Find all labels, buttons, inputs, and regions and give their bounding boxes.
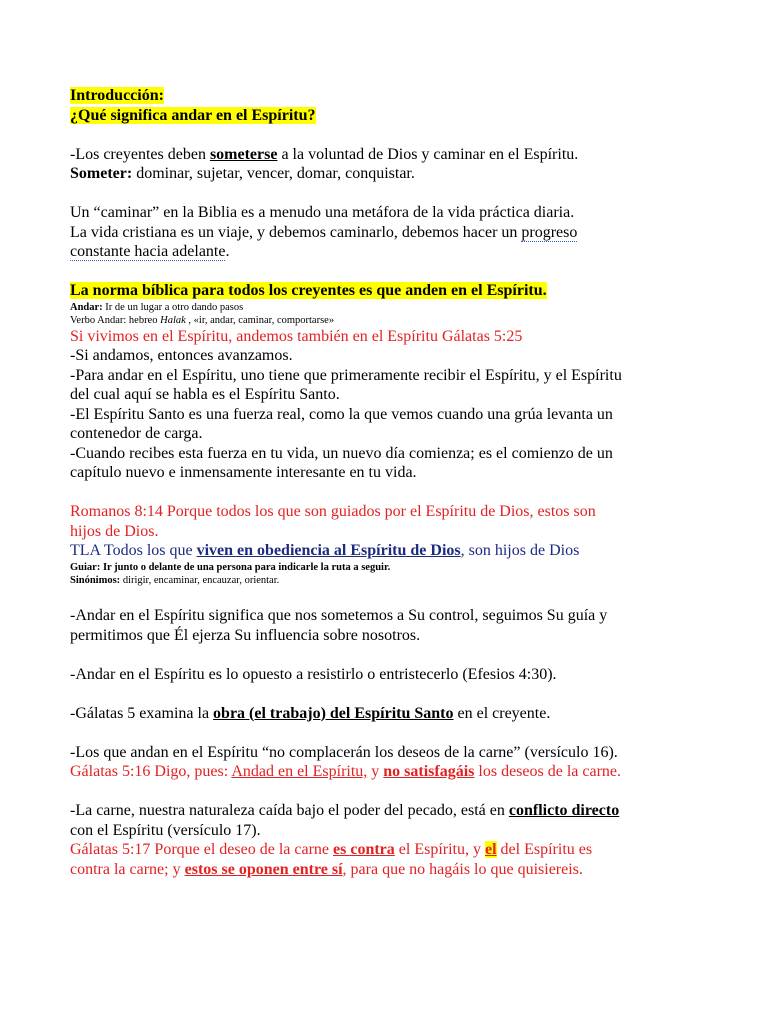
verse-galatas-5-25: Si vivimos en el Espíritu, andemos también en el Espíritu Gálatas 5:25 — [70, 327, 523, 345]
verse-galatas-5-17-line1: Gálatas 5:17 Porque el deseo de la carne es contra el Espíritu, y el del Espíritu es — [70, 841, 593, 858]
bullet-line: del cual aquí se habla es el Espíritu Santo. — [70, 386, 340, 403]
paragraph-caminar-line2: La vida cristiana es un viaje, y debemos caminarlo, debemos hacer un progreso — [70, 223, 578, 241]
paragraph-caminar-line3: constante hacia adelante. — [70, 243, 230, 260]
definition-someter: Someter: dominar, sujetar, vencer, domar, conquistar. — [70, 165, 415, 182]
document-content — [70, 86, 710, 879]
verse-tla: TLA Todos los que viven en obediencia al Espíritu de Dios, son hijos de Dios — [70, 542, 580, 559]
bullet-line: -Para andar en el Espíritu, uno tiene que primeramente recibir el Espíritu, y el Espíritu — [70, 366, 622, 384]
bullet-line: contenedor de carga. — [70, 425, 203, 442]
bullet-line: capítulo nuevo e inmensamente interesante en tu vida. — [70, 464, 417, 481]
paragraph-caminar-line1: Un “caminar” en la Biblia es a menudo una metáfora de la vida práctica diaria. — [70, 204, 575, 221]
paragraph-efesios: -Andar en el Espíritu es lo opuesto a resistirlo o entristecerlo (Efesios 4:30). — [70, 665, 557, 683]
definition-andar: Andar: Ir de un lugar a otro dando pasos — [70, 301, 244, 313]
verse-romanos-8-14-line1: Romanos 8:14 Porque todos los que son guiados por el Espíritu de Dios, estos son — [70, 503, 596, 520]
bullet-line: -Cuando recibes esta fuerza en tu vida, un nuevo día comienza; es el comienzo de un — [70, 444, 613, 462]
definition-guiar: Guiar: Ir junto o delante de una persona para indicarle la ruta a seguir. — [70, 561, 391, 573]
paragraph-conflicto-line1: -La carne, nuestra naturaleza caída bajo el poder del pecado, está en conflicto directo — [70, 802, 620, 819]
paragraph-someterse: -Los creyentes deben someterse a la voluntad de Dios y caminar en el Espíritu. — [70, 145, 579, 163]
bullet-line: -Si andamos, entonces avanzamos. — [70, 347, 293, 364]
verse-galatas-5-16: Gálatas 5:16 Digo, pues: Andad en el Espíritu, y no satisfagáis los deseos de la carne. — [70, 763, 622, 780]
intro-question: ¿Qué significa andar en el Espíritu? — [70, 106, 316, 124]
definition-verbo-andar: Verbo Andar: hebreo Halak , «ir, andar, caminar, comportarse» — [70, 314, 335, 326]
bullet-line: -El Espíritu Santo es una fuerza real, como la que vemos cuando una grúa levanta un — [70, 405, 613, 423]
paragraph-galatas-5: -Gálatas 5 examina la obra (el trabajo) del Espíritu Santo en el creyente. — [70, 704, 551, 722]
paragraph-deseos-carne: -Los que andan en el Espíritu “no complacerán los deseos de la carne” (versículo 16). — [70, 743, 618, 761]
intro-title: Introducción: — [70, 87, 164, 104]
paragraph-control-line2: permitimos que Él ejerza Su influencia sobre nosotros. — [70, 626, 421, 644]
paragraph-control-line1: -Andar en el Espíritu significa que nos sometemos a Su control, seguimos Su guía y — [70, 607, 608, 624]
verse-galatas-5-17-line2: contra la carne; y estos se oponen entre sí, para que no hagáis lo que quisiereis. — [70, 860, 583, 878]
verse-romanos-8-14-line2: hijos de Dios. — [70, 522, 159, 540]
heading-norma-biblica: La norma bíblica para todos los creyentes es que anden en el Espíritu. — [70, 282, 547, 299]
paragraph-conflicto-line2: con el Espíritu (versículo 17). — [70, 821, 261, 839]
definition-sinonimos: Sinónimos: dirigir, encaminar, encauzar, orientar. — [70, 574, 280, 586]
